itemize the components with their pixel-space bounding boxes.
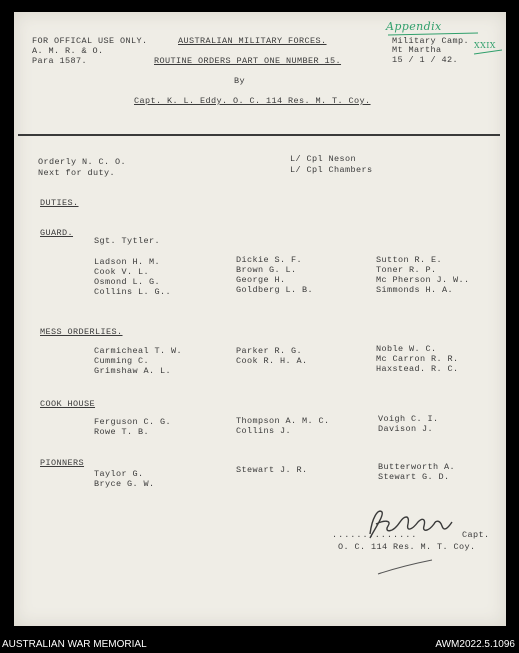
- list-item: Simmonds H. A.: [376, 285, 454, 295]
- list-item: Thompson A. M. C.: [236, 416, 330, 426]
- signature-dots: ..............: [332, 530, 418, 540]
- list-item: Sutton R. E.: [376, 255, 443, 265]
- guard-heading: GUARD.: [40, 228, 74, 238]
- list-item: Goldberg L. B.: [236, 285, 314, 295]
- list-item: Toner R. P.: [376, 265, 437, 275]
- mess-col-1: [94, 346, 182, 376]
- signature-unit: O. C. 114 Res. M. T. Coy.: [338, 542, 476, 552]
- list-item: Taylor G.: [94, 469, 144, 479]
- list-item: Butterworth A.: [378, 462, 456, 472]
- camp-line: Military Camp.: [392, 36, 470, 46]
- archive-name: AUSTRALIAN WAR MEMORIAL: [2, 639, 147, 650]
- official-use-line: FOR OFFICAL USE ONLY.: [32, 36, 148, 46]
- appendix-mark: XXIX: [474, 41, 496, 50]
- amr-line: A. M. R. & O.: [32, 46, 104, 56]
- list-item: Cook V. L.: [94, 267, 150, 277]
- cook-col-3: [378, 414, 439, 434]
- signature-flourish: [376, 556, 436, 578]
- pioneers-col-2: [236, 465, 308, 475]
- guard-sergeant: Sgt. Tytler.: [94, 236, 161, 246]
- list-item: Collins J.: [236, 426, 292, 436]
- pioneers-col-3: [378, 462, 455, 482]
- guard-col-2: [236, 255, 313, 295]
- list-item: Davison J.: [378, 424, 434, 434]
- list-item: Mc Pherson J. W..: [376, 275, 470, 285]
- archive-footer: [0, 636, 519, 653]
- author-line: Capt. K. L. Eddy. O. C. 114 Res. M. T. Coy.: [134, 96, 371, 106]
- by-line: By: [234, 76, 246, 86]
- list-item: Noble W. C.: [376, 344, 437, 354]
- appendix-underline: [382, 32, 504, 58]
- next-duty-value: L/ Cpl Chambers: [290, 165, 373, 175]
- list-item: Ladson H. M.: [94, 257, 161, 267]
- signature-rank: Capt.: [462, 530, 490, 540]
- list-item: Voigh C. I.: [378, 414, 439, 424]
- list-item: Rowe T. B.: [94, 427, 150, 437]
- list-item: George H.: [236, 275, 286, 285]
- mess-col-2: [236, 346, 308, 366]
- divider-rule: [18, 134, 500, 136]
- list-item: Cook R. H. A.: [236, 356, 308, 366]
- list-item: Grimshaw A. L.: [94, 366, 172, 376]
- guard-col-1: [94, 257, 171, 297]
- pioneers-heading: PIONNERS: [40, 458, 85, 468]
- list-item: Stewart J. R.: [236, 465, 308, 475]
- duties-heading: DUTIES.: [40, 198, 79, 208]
- list-item: Haxstead. R. C.: [376, 364, 459, 374]
- document-subtitle: ROUTINE ORDERS PART ONE NUMBER 15.: [154, 56, 342, 66]
- cook-col-2: [236, 416, 330, 436]
- list-item: Bryce G. W.: [94, 479, 155, 489]
- orderly-value: L/ Cpl Neson: [290, 154, 357, 164]
- cook-col-1: [94, 417, 171, 437]
- mess-col-3: [376, 344, 459, 374]
- cookhouse-heading: COOK HOUSE: [40, 399, 96, 409]
- archive-id: AWM2022.5.1096: [435, 639, 515, 650]
- list-item: Parker R. G.: [236, 346, 303, 356]
- camp-place: Mt Martha: [392, 45, 442, 55]
- para-line: Para 1587.: [32, 56, 88, 66]
- list-item: Osmond L. G.: [94, 277, 161, 287]
- mess-heading: MESS ORDERLIES.: [40, 327, 123, 337]
- list-item: Dickie S. F.: [236, 255, 303, 265]
- guard-col-3: [376, 255, 470, 295]
- pioneers-col-1: [94, 469, 155, 489]
- list-item: Ferguson C. G.: [94, 417, 172, 427]
- list-item: Brown G. L.: [236, 265, 297, 275]
- next-duty-label: Next for duty.: [38, 168, 116, 178]
- list-item: Stewart G. D.: [378, 472, 450, 482]
- list-item: Mc Carron R. R.: [376, 354, 459, 364]
- document-date: 15 / 1 / 42.: [392, 55, 459, 65]
- appendix-annotation: Appendix: [386, 20, 442, 33]
- orderly-label: Orderly N. C. O.: [38, 157, 127, 167]
- document-page: [14, 12, 506, 626]
- list-item: Cumming C.: [94, 356, 150, 366]
- document-title: AUSTRALIAN MILITARY FORCES.: [178, 36, 327, 46]
- list-item: Carmicheal T. W.: [94, 346, 183, 356]
- list-item: Collins L. G..: [94, 287, 172, 297]
